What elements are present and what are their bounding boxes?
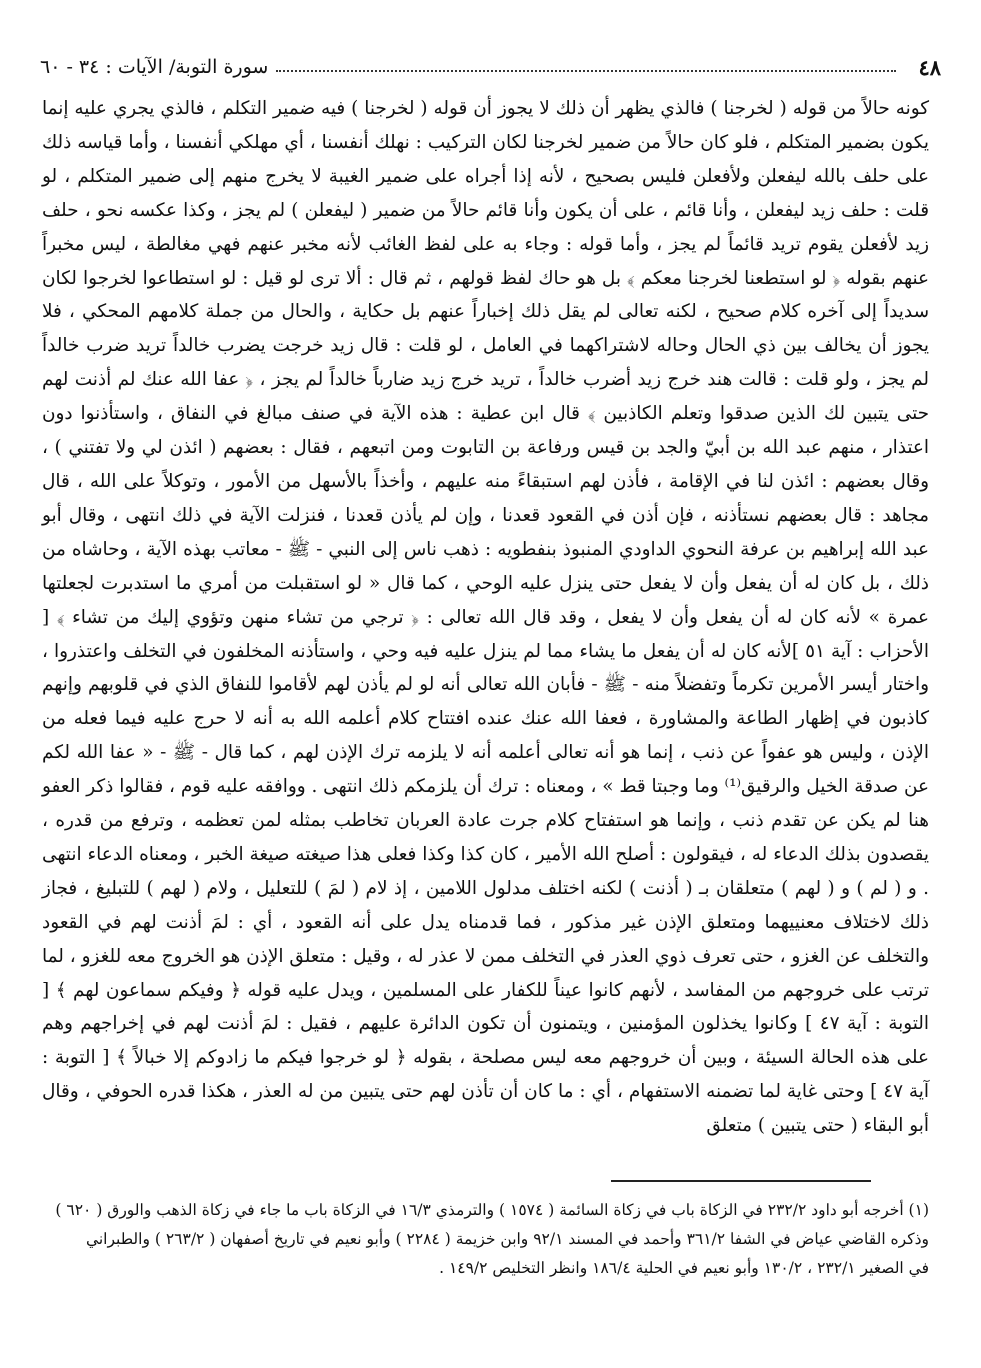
main-paragraph: كونه حالاً من قوله ( لخرجنا ) فالذي يظهر أن ذلك لا يجوز أن قوله ( لخرجنا ) فيه ضمير التكلم ، فالذي يجري عليه إنما يكون بضمير المتكلم ، فلو كان حالاً من ضمير لخرجنا لكان التركيب : نهلك أنفسنا ، أي مهلكي أنفسنا ، وأما قياسه ذلك على حلف بالله ليفعلن ولأفعلن فليس بصحيح ، لأنه إذا أجراه على ضمير الغيبة لا يخرج منهم إلى ضمير المتكلم ، لو قلت : حلف زيد ليفعلن ، وأنا قائم ، على أن يكون وأنا قائم حالاً من ضمير ( ليفعلن ) لم يجز ، وكذا عكسه نحو ، حلف زيد لأفعلن يقوم تريد قائماً لم يجز ، وأما قوله : وجاء به على لفظ الغائب لأنه مخبر عنهم فهي مغالطة ، ليس مخبراً عنهم بقوله ﴿ لو استطعنا لخرجنا معكم ﴾ بل هو حاك لفظ قولهم ، ثم قال : ألا ترى لو قيل : لو استطاعوا لخرجوا لكان سديداً إلى آخره كلام صحيح ، لكنه تعالى لم يقل ذلك إخباراً عنهم بل حكاية ، والحال من جملة كلامهم المحكي ، فلا يجوز أن يخالف بين ذي الحال وحاله لاشتراكهما في العامل ، لو قلت : قال زيد خرجت يضرب خالداً تريد ضرب خالداً لم يجز ، ولو قلت : قالت هند خرج زيد أضرب خالداً ، تريد خرج زيد ضارباً خالداً لم يجز ، ﴿ عفا الله عنك لم أذنت لهم حتى يتبين لك الذين صدقوا وتعلم الكاذبين ﴾ قال ابن عطية : هذه الآية في صنف مبالغ في النفاق ، واستأذنوا دون اعتذار ، منهم عبد الله بن أبيّ والجد بن قيس ورفاعة بن التابوت ومن اتبعهم ، فقال : بعضهم ( ائذن لي ولا تفتني ) ، وقال بعضهم : ائذن لنا في الإقامة ، فأذن لهم استبقاءً منه عليهم ، وأخذاً بالأسهل من الأمور ، وتوكلاً على الله ، قال مجاهد : قال بعضهم نستأذنه ، فإن أذن في القعود قعدنا ، وإن لم يأذن قعدنا ، فنزلت الآية في ذلك انتهى ، وقال أبو عبد الله إبراهيم بن عرفة النحوي الداودي المنبوذ بنفطويه : ذهب ناس إلى النبي - ﷺ - معاتب بهذه الآية ، وحاشاه من ذلك ، بل كان له أن يفعل وأن لا يفعل حتى ينزل عليه الوحي ، كما قال « لو استقبلت من أمري ما استدبرت لجعلتها عمرة » لأنه كان له أن يفعل وأن لا يفعل ، وقد قال الله تعالى : ﴿ ترجي من تشاء منهن وتؤوي إليك من تشاء ﴾ [ الأحزاب : آية ٥١ ]لأنه كان له أن يفعل ما يشاء مما لم ينزل عليه فيه وحي ، واستأذنه المخلفون في التخلف واعتذروا ، واختار أيسر الأمرين تكرماً وتفضلاً منه - ﷺ - فأبان الله تعالى أنه لو لم يأذن لهم لأقاموا للنفاق الذي في قلوبهم وإنهم كاذبون في إظهار الطاعة والمشاورة ، فعفا الله عنك عنده افتتاح كلام أعلمه الله به أنه لا حرج عليه فيما فعله من الإذن ، وليس هو عفواً عن ذنب ، إنما هو أنه تعالى أعلمه أنه لا يلزمه ترك الإذن لهم ، كما قال - ﷺ - « عفا الله لكم عن صدقة الخيل والرقيق⁽¹⁾ وما وجبتا قط » ، ومعناه : ترك أن يلزمكم ذلك انتهى . ووافقه عليه قوم ، فقالوا ذكر العفو هنا لم يكن عن تقدم ذنب ، وإنما هو استفتاح كلام جرت عادة العربان تخاطب بمثله لمن تعظمه ، وترفع من قدره ، يقصدون بذلك الدعاء له ، فيقولون : أصلح الله الأمير ، كان كذا وكذا فعلى هذا صيغته صيغة الخبر ، ومعناه الدعاء انتهى . و ( لم ) و ( لهم ) متعلقان بـ ( أذنت ) لكنه اختلف مدلول اللامين ، إذ لام ( لمَ ) للتعليل ، ولام ( لهم ) للتبليغ ، فجاز ذلك لاختلاف معنييهما ومتعلق الإذن غير مذكور ، فما قدمناه يدل على أنه القعود ، أي : لمَ أذنت لهم في القعود والتخلف عن الغزو ، حتى تعرف ذوي العذر في التخلف ممن لا عذر له ، وقيل : متعلق الإذن هو الخروج معه للغزو ، لما ترتب على خروجهم من المفاسد ، لأنهم كانوا عيناً للكفار على المسلمين ، ويدل عليه قوله ﴿ وفيكم سماعون لهم ﴾ [ التوبة : آية ٤٧ ] وكانوا يخذلون المؤمنين ، ويتمنون أن تكون الدائرة عليهم ، فقيل : لمَ أذنت لهم في إخراجهم وهم على هذه الحالة السيئة ، وبين أن خروجهم معه ليس مصلحة ، بقوله ﴿ لو خرجوا فيكم ما زادوكم إلا خبالاً ﴾ [ التوبة : آية ٤٧ ] وحتى غاية لما تضمنه الاستفهام ، أي : ما كان أن تأذن لهم حتى يتبين من له العذر ، هكذا قدره الحوفي ، وقال أبو البقاء ( حتى يتبين ) متعلق bbox=[42, 98, 930, 1137]
header-dotted-leader bbox=[276, 70, 896, 72]
footnotes bbox=[42, 1196, 929, 1283]
running-title: سورة التوبة/ الآيات : ٣٤ - ٦٠ bbox=[40, 56, 269, 78]
main-text bbox=[42, 92, 929, 1143]
footnote-line: (١) أخرجه أبو داود ٢٣٢/٢ في الزكاة باب في زكاة السائمة ( ١٥٧٤ ) والترمذي ١٦/٣ في الزكاة باب ما جاء في زكاة الذهب والورق ( ٦٢٠ ) bbox=[55, 1201, 929, 1219]
footnote-line: في الصغير ٢٣٢/١ ، ١٣٠/٢ وأبو نعيم في الحلية ١٨٦/٤ وانظر التخليص ١٤٩/٢ . bbox=[439, 1259, 929, 1277]
page-number: ٤٨ bbox=[918, 54, 941, 80]
page-header bbox=[40, 52, 941, 82]
footnote-line: وذكره القاضي عياض في الشفا ٣٦١/٢ وأحمد في المسند ٩٢/١ وابن خزيمة ( ٢٢٨٤ ) وأبو نعيم في تاريخ أصفهان ( ٢٦٣/٢ ) والطبراني bbox=[85, 1230, 929, 1248]
footnote-separator bbox=[611, 1180, 871, 1182]
